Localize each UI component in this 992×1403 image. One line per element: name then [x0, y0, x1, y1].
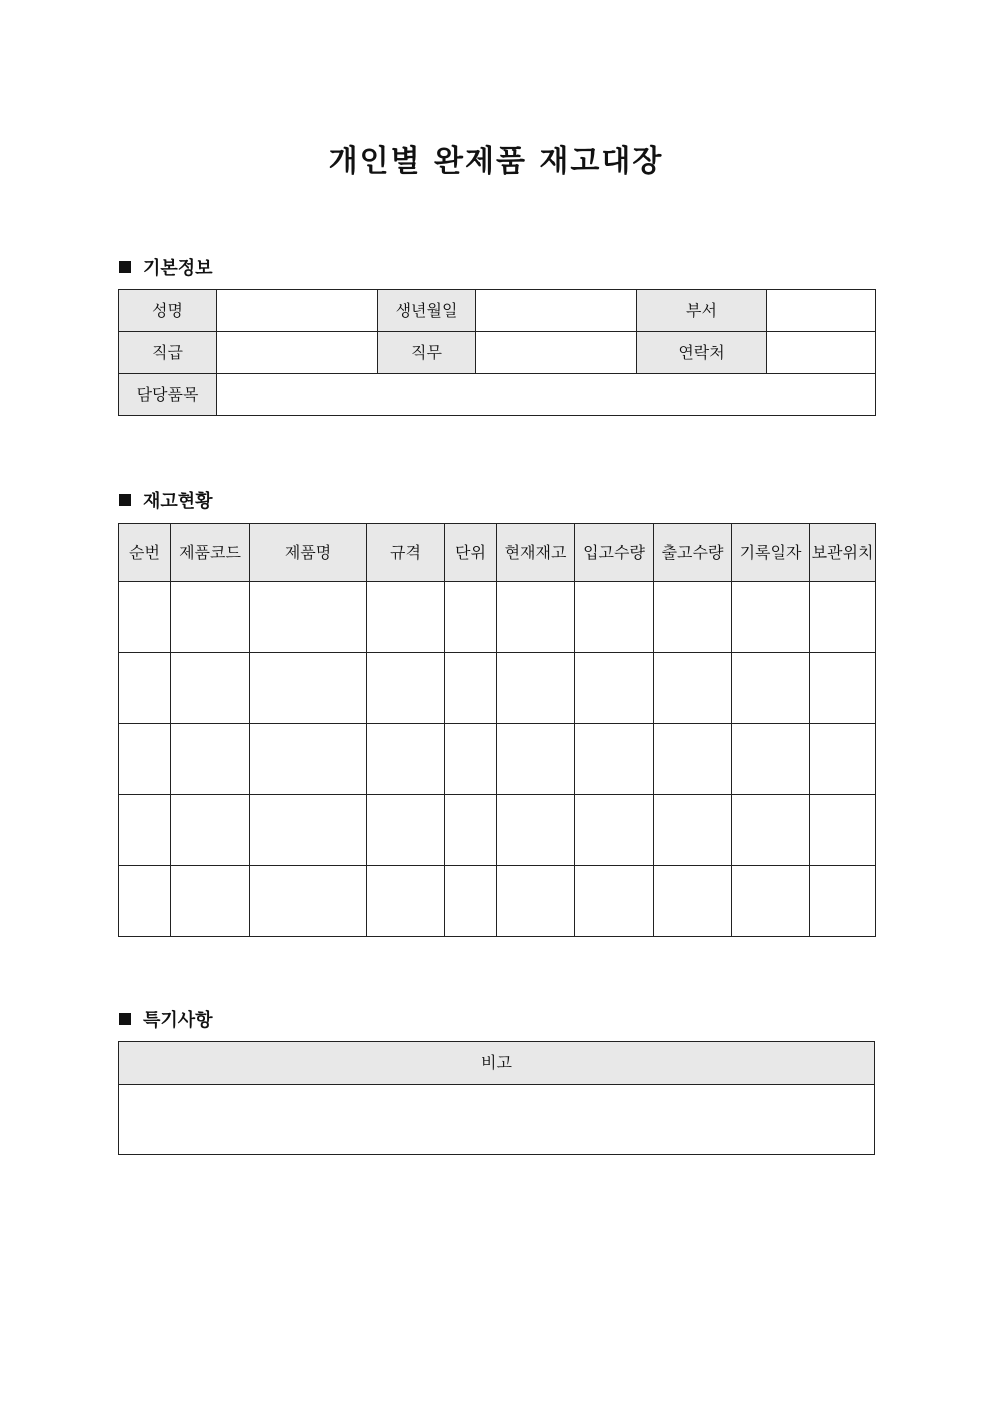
inventory-table: [118, 523, 876, 937]
basic-info-table: [118, 289, 876, 416]
name-label: 성명: [119, 290, 217, 332]
rank-field[interactable]: [217, 332, 378, 374]
table-cell[interactable]: [575, 795, 654, 866]
col-header-spec: 규격: [367, 524, 445, 582]
table-cell[interactable]: [250, 724, 367, 795]
table-cell[interactable]: [445, 795, 497, 866]
table-cell[interactable]: [575, 653, 654, 724]
table-cell[interactable]: [575, 724, 654, 795]
table-cell[interactable]: [654, 866, 732, 937]
table-cell[interactable]: [654, 653, 732, 724]
table-cell[interactable]: [119, 724, 171, 795]
table-cell[interactable]: [367, 653, 445, 724]
items-field[interactable]: [217, 374, 876, 416]
table-cell[interactable]: [445, 653, 497, 724]
col-header-location: 보관위치: [810, 524, 876, 582]
table-cell[interactable]: [171, 866, 250, 937]
table-cell[interactable]: [732, 866, 810, 937]
duty-label: 직무: [378, 332, 476, 374]
notes-table: [118, 1041, 875, 1155]
table-cell[interactable]: [250, 795, 367, 866]
table-cell[interactable]: [367, 866, 445, 937]
table-cell[interactable]: [810, 795, 876, 866]
section-inventory-heading: [119, 487, 213, 513]
col-header-name: 제품명: [250, 524, 367, 582]
table-cell[interactable]: [119, 866, 171, 937]
table-cell[interactable]: [575, 582, 654, 653]
col-header-in-qty: 입고수량: [575, 524, 654, 582]
table-cell[interactable]: [445, 866, 497, 937]
items-label: 담당품목: [119, 374, 217, 416]
table-cell[interactable]: [810, 582, 876, 653]
notes-header: 비고: [119, 1042, 875, 1085]
table-cell[interactable]: [367, 724, 445, 795]
contact-label: 연락처: [637, 332, 767, 374]
table-row: [119, 795, 876, 866]
duty-field[interactable]: [476, 332, 637, 374]
section-notes-heading: [119, 1006, 213, 1032]
col-header-out-qty: 출고수량: [654, 524, 732, 582]
table-cell[interactable]: [171, 653, 250, 724]
square-bullet-icon: [119, 494, 131, 506]
table-cell[interactable]: [732, 582, 810, 653]
table-cell[interactable]: [445, 582, 497, 653]
table-cell[interactable]: [367, 582, 445, 653]
table-cell[interactable]: [654, 582, 732, 653]
table-cell[interactable]: [250, 653, 367, 724]
table-row: [119, 724, 876, 795]
section-inventory-label: 재고현황: [143, 491, 213, 512]
table-row: [119, 582, 876, 653]
table-cell[interactable]: [497, 653, 575, 724]
section-notes-label: 특기사항: [143, 1010, 213, 1031]
table-row: [119, 653, 876, 724]
table-cell[interactable]: [810, 653, 876, 724]
table-cell[interactable]: [654, 795, 732, 866]
table-cell[interactable]: [367, 795, 445, 866]
table-cell[interactable]: [732, 653, 810, 724]
table-cell[interactable]: [575, 866, 654, 937]
col-header-unit: 단위: [445, 524, 497, 582]
table-cell[interactable]: [171, 795, 250, 866]
table-cell[interactable]: [497, 582, 575, 653]
table-cell[interactable]: [732, 724, 810, 795]
table-cell[interactable]: [171, 724, 250, 795]
table-cell[interactable]: [445, 724, 497, 795]
table-cell[interactable]: [171, 582, 250, 653]
table-cell[interactable]: [497, 724, 575, 795]
square-bullet-icon: [119, 1013, 131, 1025]
table-cell[interactable]: [119, 653, 171, 724]
dept-field[interactable]: [767, 290, 876, 332]
rank-label: 직급: [119, 332, 217, 374]
table-cell[interactable]: [654, 724, 732, 795]
table-cell[interactable]: [810, 724, 876, 795]
section-basic-label: 기본정보: [143, 258, 213, 279]
contact-field[interactable]: [767, 332, 876, 374]
dept-label: 부서: [637, 290, 767, 332]
col-header-code: 제품코드: [171, 524, 250, 582]
col-header-seq: 순번: [119, 524, 171, 582]
table-cell[interactable]: [250, 582, 367, 653]
birth-label: 생년월일: [378, 290, 476, 332]
table-cell[interactable]: [732, 795, 810, 866]
table-row: [119, 866, 876, 937]
notes-field[interactable]: [119, 1085, 875, 1155]
table-cell[interactable]: [497, 866, 575, 937]
col-header-date: 기록일자: [732, 524, 810, 582]
table-cell[interactable]: [119, 582, 171, 653]
section-basic-heading: [119, 254, 213, 280]
col-header-stock: 현재재고: [497, 524, 575, 582]
square-bullet-icon: [119, 261, 131, 273]
table-cell[interactable]: [497, 795, 575, 866]
table-cell[interactable]: [250, 866, 367, 937]
table-cell[interactable]: [119, 795, 171, 866]
birth-field[interactable]: [476, 290, 637, 332]
name-field[interactable]: [217, 290, 378, 332]
table-cell[interactable]: [810, 866, 876, 937]
page-title: 개인별 완제품 재고대장: [328, 144, 664, 179]
